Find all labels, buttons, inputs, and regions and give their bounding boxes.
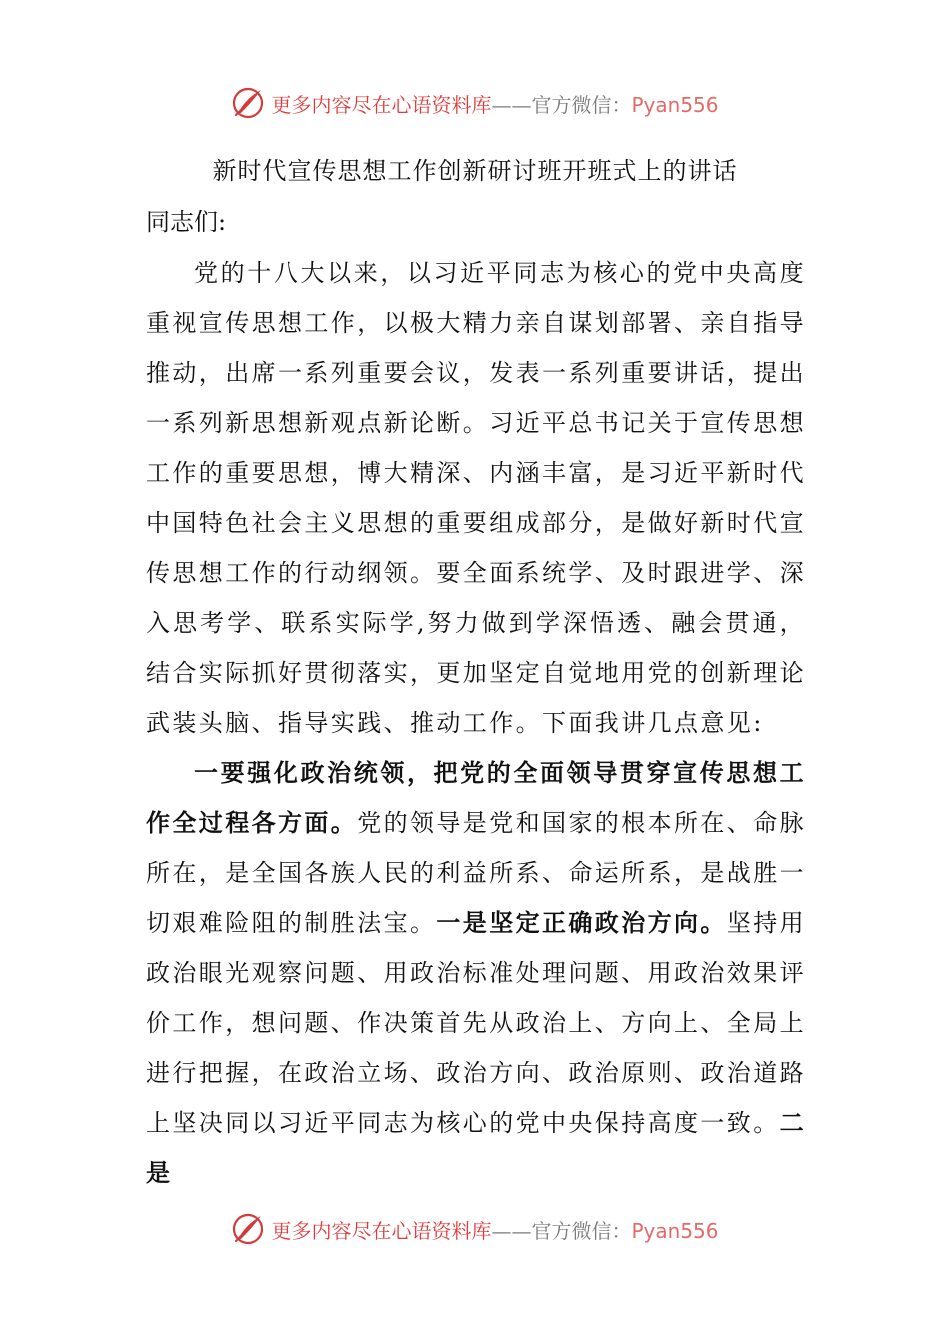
point-one-text-b: 坚持用政治眼光观察问题、用政治标准处理问题、用政治效果评价工作，想问题、作决策首先从政治上、方向上、全局上进行把握，在政治立场、政治方向、政治原则、政治道路上坚决同以习近平同志为核心的党中央保持高度一致。 [146, 909, 807, 1137]
watermark-dash: —— [491, 92, 532, 117]
watermark-wechat-label: 官方微信： [531, 1218, 632, 1243]
sub-point-two-heading: 二是 [146, 1108, 807, 1187]
watermark-text [271, 1215, 718, 1244]
watermark-header [0, 86, 950, 120]
point-one-text-a: 党的领导是党和国家的根本所在、命脉所在，是全国各族人民的利益所系、命运所系，是战胜一切艰难险阻的制胜法宝。 [146, 809, 807, 937]
watermark-wechat-id: Pyan556 [631, 92, 719, 117]
watermark-main: 更多内容尽在心语资料库 [271, 1218, 492, 1243]
sub-point-one-heading: 一是坚定正确政治方向。 [436, 908, 727, 937]
document-title: 新时代宣传思想工作创新研讨班开班式上的讲话 [212, 157, 738, 185]
watermark-wechat-id: Pyan556 [631, 1218, 719, 1243]
watermark-wechat-label: 官方微信： [531, 92, 632, 117]
salutation: 同志们: [146, 208, 227, 236]
paragraph-intro: 党的十八大以来，以习近平同志为核心的党中央高度重视宣传思想工作，以极大精力亲自谋划部署、亲自指导推动，出席一系列重要会议，发表一系列重要讲话，提出一系列新思想新观点新论断。习近平总书记关于宣传思想工作的重要思想，博大精深、内涵丰富，是习近平新时代中国特色社会主义思想的重要组成部分，是做好新时代宣传思想工作的行动纲领。要全面系统学、及时跟进学、深入思考学、联系实际学,努力做到学深悟透、融会贯通，结合实际抓好贯彻落实，更加坚定自觉地用党的创新理论武装头脑、指导实践、推动工作。下面我讲几点意见: [146, 259, 806, 737]
watermark-main: 更多内容尽在心语资料库 [271, 92, 492, 117]
watermark-text [271, 89, 718, 118]
watermark-footer [0, 1212, 950, 1246]
quill-logo-icon [231, 86, 265, 120]
quill-logo-icon [231, 1212, 265, 1246]
watermark-dash: —— [491, 1218, 532, 1243]
paragraph-point-one [146, 748, 807, 1187]
point-one-heading: 一要强化政治统领，把党的全面领导贯穿宣传思想工作全过程各方面。 [146, 758, 806, 837]
